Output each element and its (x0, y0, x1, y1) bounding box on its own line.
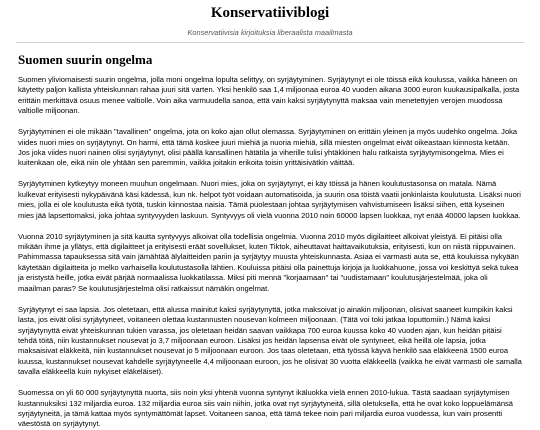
blog-title (0, 0, 540, 22)
post-paragraph: Suomen yliviomaisesti suurin ongelma, jolla moni ongelma lopulta selittyy, on syrjäytyminen. Syrjäytynyt ei ole töissä eikä koulussa, vaikka häneen on käytetty paljon kallista yhteiskunnan rahaa juuri sitä varten. Yksi henkilö saa 1,4 miljoonaa euroa 40 vuoden aikana 3000 euron kuukausipalkalla, josta erittäin merkittävä osuus menee valtiolle. Voin aika varmuudella sanoa, että vain kaksi syrjäytynyttä maksaa vain menetettyjen verojen muodossa valtiolle miljoonan. (18, 75, 520, 116)
post-title: Suomen suurin ongelma (18, 52, 153, 67)
blog-title-link[interactable]: Konservatiiviblogi (210, 5, 330, 21)
post-paragraph: Vuonna 2010 syrjäytyminen ja sitä kautta syntyvyys alkoivat olla todellisia ongelmia. Vuonna 2010 myös digilaitteet alkoivat yleistyä. Ei pitäisi olla mikään ihme ja yllätys, että digilaitteet ja erityisesti eräät sovellukset, kuten Tiktok, aiheuttavat haittavaikutuksia, erityisesti, kun on niistä riippuvainen. Pahimmassa tapauksessa sitä vain jämähtää älylaitteiden pariin ja syrjäytyy muusta yhteiskunnasta. Asiaa ei varmasti auta se, että kouluissa nykyään käytetään digilaitteita jo melko varhaisella koulutustasolla lähtien. Kouluissa pitäisi olla painettuja kirjoja ja luokkahuone, jossa voi keskittyä sekä tukea ja eristystä heille, jotka eivät pärjää normaalissa luokkatilassa. Miksi piti mennä "korjaamaan" tai "uudistamaan" koulutusjärjestelmää, joka oli maailman paras? Se koulutusjärjestelmä olisi ratkaissut nämäkin ongelmat. (18, 231, 519, 293)
post-paragraph: Suomessa on yli 60 000 syrjäytynyttä nuorta, siis noin yksi yhtenä vuonna syntynyt ikäluokka vielä ennen 2010-lukua. Tästä saadaan syrjäytymisen kustannuksiksi 132 miljardia euroa. 132 miljardia euroa siis vain niihin, jotka ovat nyt syrjäytyneitä, sillä oletuksella, että he ovat koko loppuelämänsä syrjäytyneitä, ja tämä kattaa myös syntymättömät lapset. Voitaneen sanoa, että tämä tekee noin pari miljardia euroa vuodessa, kun vain prosentti väestöstä on syrjäytynyt. (18, 388, 514, 429)
blog-tagline: Konservatiivisia kirjoituksia liberaalista maailmasta (187, 28, 353, 37)
post-paragraph: Syrjäytyminen kytkeytyy moneen muuhun ongelmaan. Nuori mies, joka on syrjäytynyt, ei käy töissä ja hänen koulutustasonsa on matala. Nämä kulkevat erityisesti nykypäivänä käsi kädessä, kun nk. helpot työt voidaan automatisoida, ja suurin osa töistä vaatii jonkinlaista koulutusta. Lisäksi nuori mies, jolla ei ole koulutusta eikä työtä, tuskin kiinnostaa naisia. Tämä puolestaan johtaa syrjäytymisen vahvistumiseen lisäksi siihen, että kyseinen mies jää lapsettomaksi, joka johtaa syntyvyyden laskuun. Syntyvyys oli vielä vuonna 2010 noin 60000 lapsen luokkaa, nyt enää 40000 lapsen luokkaa. (18, 179, 521, 220)
post-paragraph: Syrjäytyminen ei ole mikään "tavallinen" ongelma, jota on koko ajan ollut olemassa. Syrjäytyminen on erittäin yleinen ja myös uudehko ongelma. Joka viides nuori mies on syrjäytynyt. On harmi, että tämä koskee juuri miehiä ja nuoria miehiä, sillä miesten ongelmat eivät oikeastaan kiinnosta ketään. Jos joka viides nuori nainen olisi syrjäytynyt, olisi päällä kansallinen hätätila ja viherille tulisi yhtäkkinen halu ratkaista syrjäytymisongelma. Mies ei kuitenkaan ole, eikä niin ole yhtään sen paremmin, vaikka joitakin erikoita toisin yrittäisivätkin väittää. (18, 127, 518, 168)
header-divider (16, 42, 524, 43)
blog-post (0, 52, 540, 430)
post-paragraph: Syrjäytynyt ei saa lapsia. Jos oletetaan, että alussa mainitut kaksi syrjäytynyttä, jotka maksoivat jo ainakin miljoonan, olisivat saaneet kumpikin kaksi lasta, jos eivät olisi syrjäytyneet, voitaneen olettaa kustannusten nousevan kolmeen miljoonaan. (Tätä voi toki jatkaa loputtomiin.) Nämä kaksi syrjäytynyttä eivät yhteiskunnan tukien varassa, jos oletetaan heidän saavan vaikkapa 700 euroa kuussa koko 40 vuoden ajan, kun heidän pitäisi tehdä töitä, niin kustannukset nousevat jo 3,7 miljoonaan euroon. Lisäksi jos heidän lapsensa eivät ole syntyneet, eikä heillä ole lapsia, jotka maksaisivat eläkkeitä, niin kustannukset nousevat jo 5 miljoonaan euroon. Jos taas oletetaan, että työssä käyvä henkilö saa eläkkeenä 1500 euroa kuussa, kustannukset nousevat kahdelle syrjäytyneelle 4,4 miljoonaan euroon, jos he olisivat 30 vuotta eläkkeellä (vaikka he eivät varmasti ole samalla tavalla eläkkeellä kuin nykyiset eläkeläiset). (18, 304, 522, 377)
